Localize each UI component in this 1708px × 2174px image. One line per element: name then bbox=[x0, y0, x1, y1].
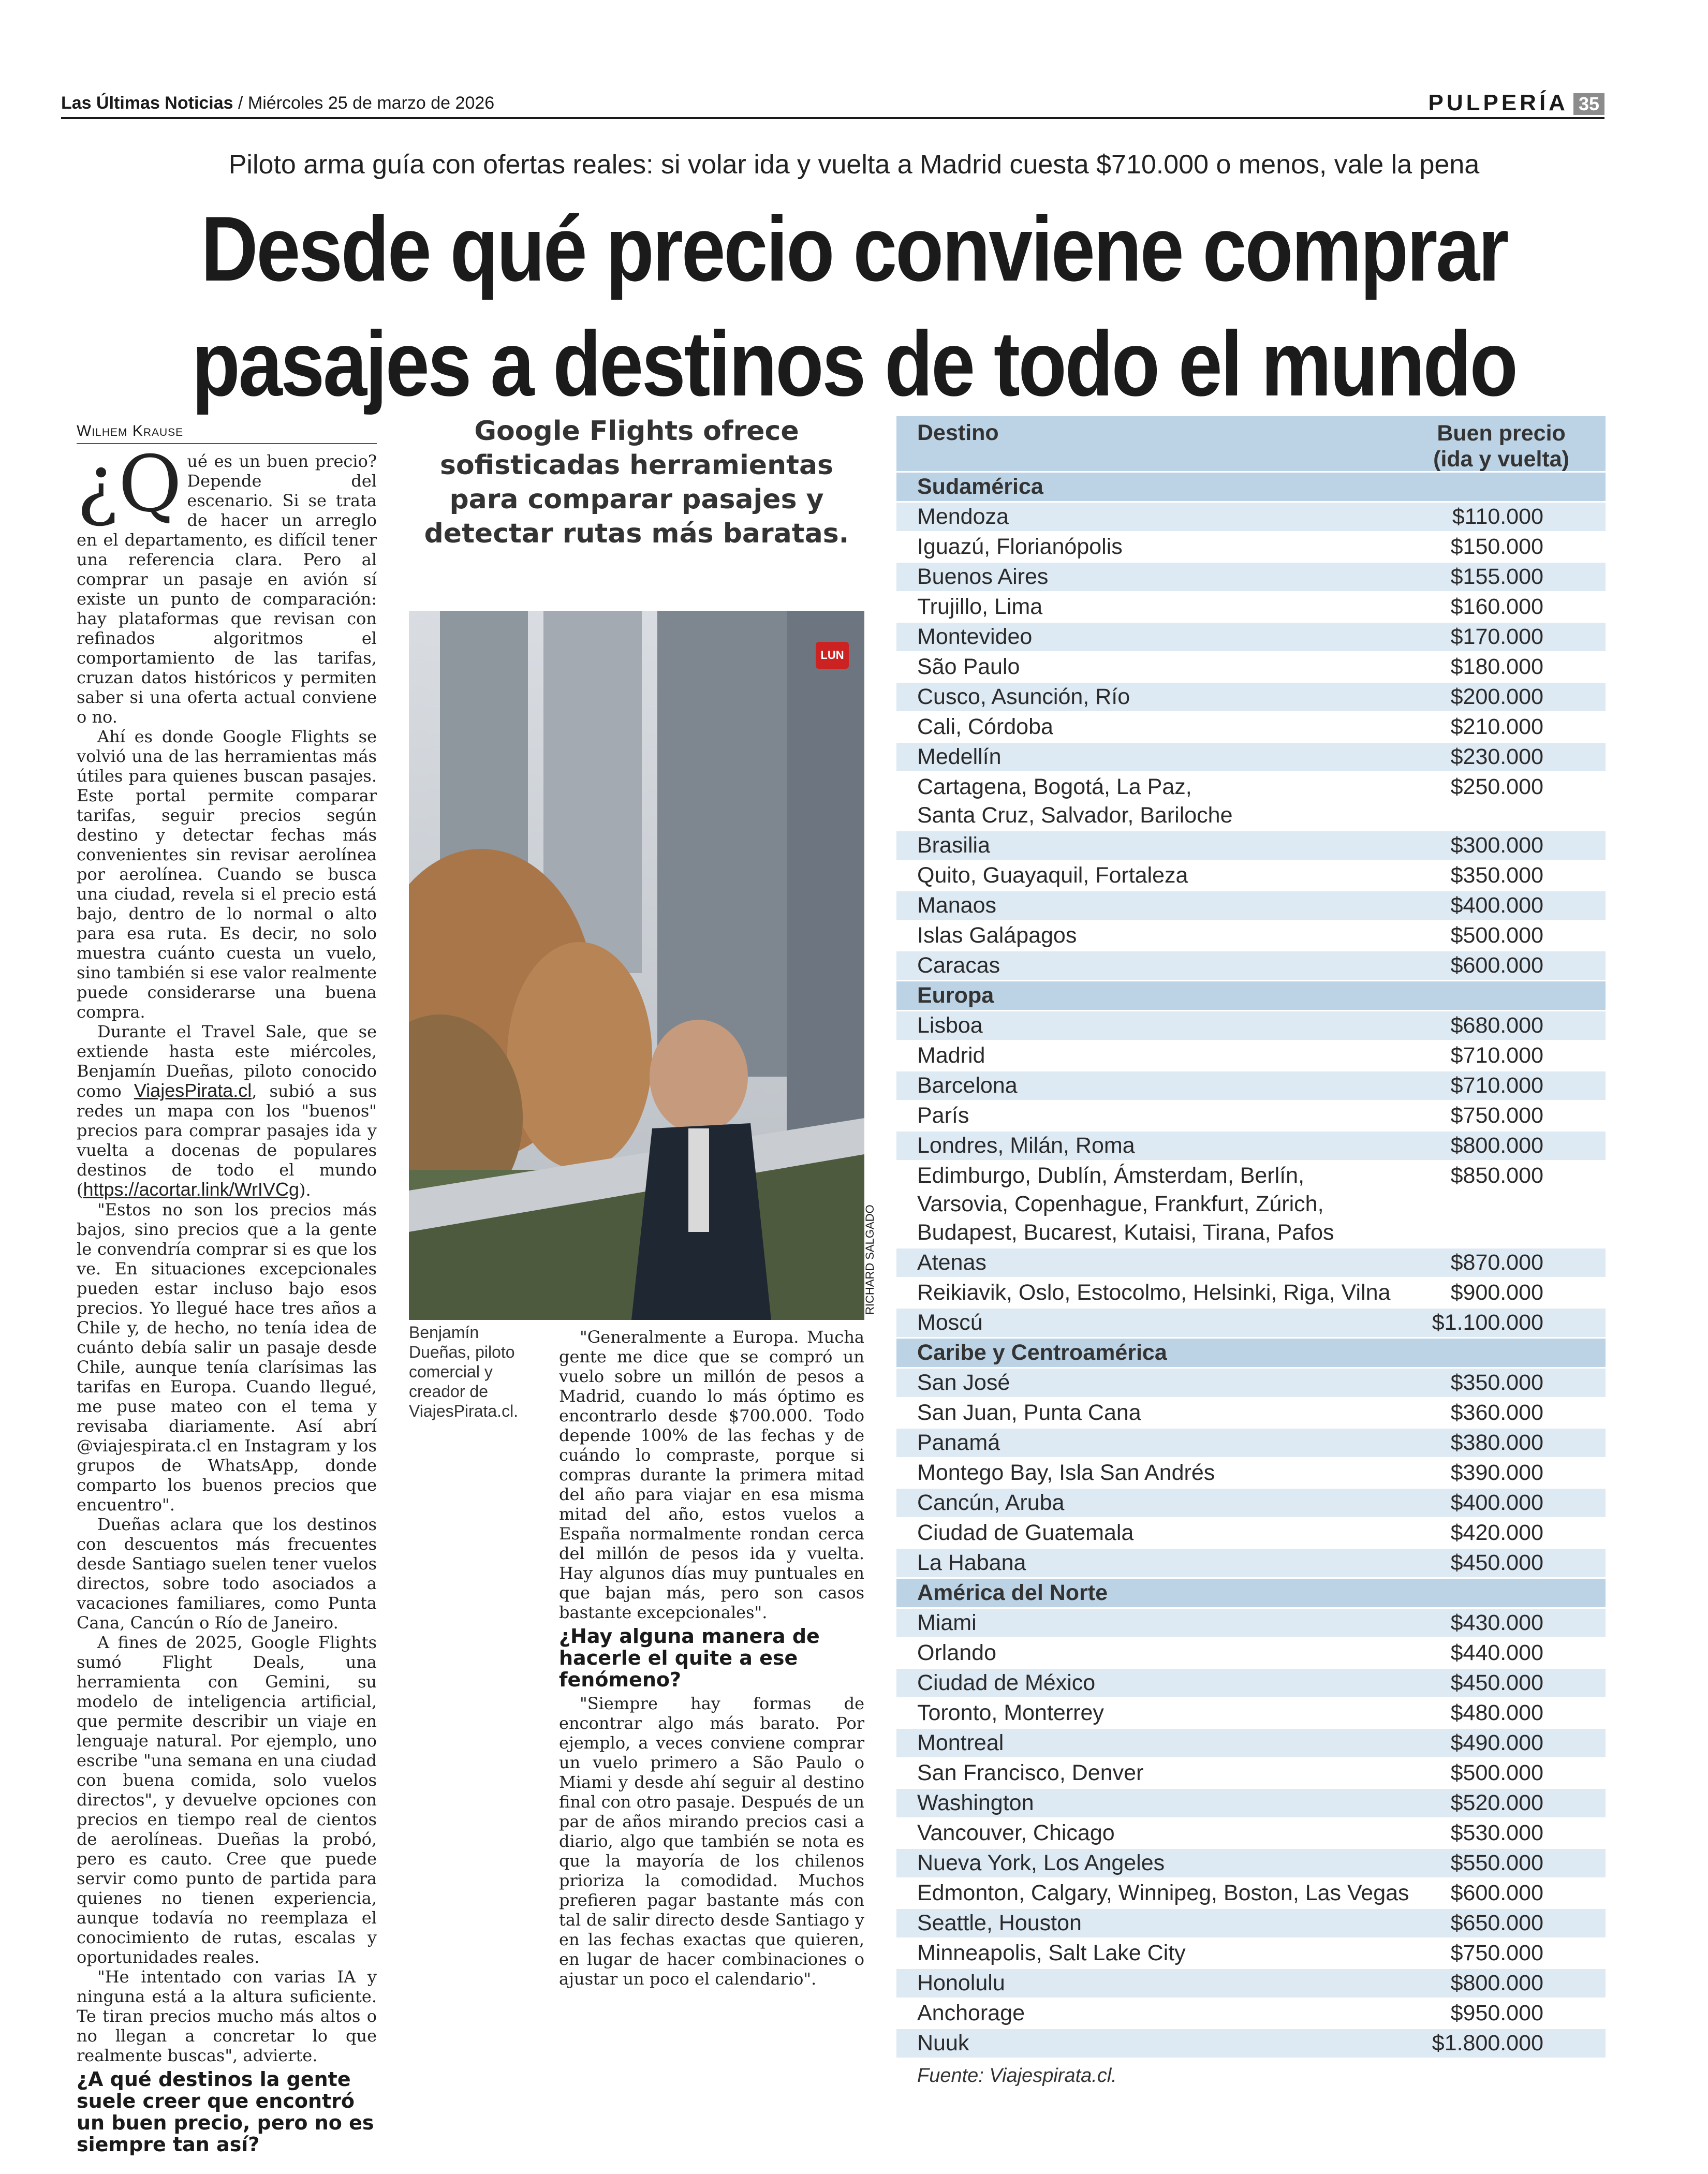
table-row bbox=[896, 1130, 1606, 1160]
destination-cell: San José bbox=[917, 1370, 1010, 1395]
kicker: Piloto arma guía con ofertas reales: si volar ida y vuelta a Madrid cuesta $710.000 o menos, vale la pena bbox=[228, 150, 1480, 180]
table-row bbox=[896, 531, 1606, 561]
destination-cell: Islas Galápagos bbox=[917, 923, 1077, 948]
price-cell: $600.000 bbox=[1450, 1881, 1543, 1905]
table-row bbox=[896, 2028, 1606, 2058]
price-cell: $180.000 bbox=[1450, 654, 1543, 679]
destination-cell: Moscú bbox=[917, 1310, 983, 1335]
price-cell: $155.000 bbox=[1450, 564, 1543, 589]
destination-cell: Barcelona bbox=[917, 1073, 1018, 1098]
table-row bbox=[896, 591, 1606, 621]
paragraph-3-a: Durante el Travel Sale, que se extiende hasta este miércoles, Benjamín Dueñas, piloto conocido como bbox=[77, 1022, 377, 1101]
price-cell: $210.000 bbox=[1450, 714, 1543, 739]
question-1: ¿A qué destinos la gente suele creer que encontró un buen precio, pero no es siempre tan así? bbox=[77, 2068, 374, 2156]
paragraph-7: "He intentado con varias IA y ninguna está a la altura suficiente. Te tiran precios mucho más altos o no llegan a concretar lo que realmente buscas", advierte. bbox=[77, 1967, 377, 2065]
lun-badge: LUN bbox=[816, 642, 849, 669]
table-source: Fuente: Viajespirata.cl. bbox=[917, 2065, 1117, 2087]
destination-cell: Vancouver, Chicago bbox=[917, 1820, 1115, 1845]
table-row bbox=[896, 1547, 1606, 1577]
table-row bbox=[896, 1010, 1606, 1040]
photo-credit bbox=[863, 1201, 879, 1315]
price-cell: $900.000 bbox=[1450, 1280, 1543, 1305]
destination-cell: Cartagena, Bogotá, La Paz, Santa Cruz, Salvador, Bariloche bbox=[917, 774, 1233, 828]
destination-cell: Orlando bbox=[917, 1640, 996, 1665]
table-row bbox=[896, 1907, 1606, 1937]
destination-cell: Washington bbox=[917, 1790, 1034, 1815]
table-header bbox=[896, 416, 1606, 471]
portrait-photo bbox=[409, 611, 864, 1320]
price-cell: $520.000 bbox=[1450, 1790, 1543, 1815]
drop-cap: ¿Q bbox=[77, 439, 182, 530]
table-row bbox=[896, 890, 1606, 920]
price-cell: $200.000 bbox=[1450, 684, 1543, 709]
answer-1: "Generalmente a Europa. Mucha gente me dice que se compró un vuelo sobre un millón de pesos a Madrid, cuando lo más óptimo es encontrarlo desde $700.000. Todo depende 100% de las fechas y de cuándo lo compraste, porque si compras durante la primera mitad del año para viajar en esa misma mitad del año, estos vuelos a España normalmente rondan cerca del millón de pesos ida y vuelta. Hay algunos días muy puntuales en que bajan más, pero son casos bastante excepcionales". bbox=[559, 1327, 864, 1622]
viajespirata-link[interactable]: ViajesPirata.cl bbox=[134, 1080, 252, 1101]
price-cell: $850.000 bbox=[1450, 1163, 1543, 1188]
paragraph-2: Ahí es donde Google Flights se volvió una de las herramientas más útiles para quienes buscan pasajes. Este portal permite comparar tarifas, seguir precios según destino y detectar fechas más convenientes sin revisar aerolínea por aerolínea. Cuando se busca una ciudad, revela si el precio está bajo, dentro de lo normal o alto para esa ruta. Es decir, no solo muestra cuánto cuesta un vuelo, sino también si ese valor realmente puede considerarse una buena compra. bbox=[77, 727, 377, 1022]
section-header: Caribe y Centroamérica bbox=[896, 1337, 1606, 1367]
table-row bbox=[896, 1997, 1606, 2028]
price-cell: $710.000 bbox=[1450, 1043, 1543, 1068]
table-row bbox=[896, 1307, 1606, 1337]
question-2: ¿Hay alguna manera de hacerle el quite a ese fenómeno? bbox=[559, 1625, 820, 1691]
table-row bbox=[896, 860, 1606, 890]
destination-cell: São Paulo bbox=[917, 654, 1020, 679]
destination-cell: Panamá bbox=[917, 1430, 1000, 1455]
destination-cell: Brasilia bbox=[917, 833, 990, 858]
table-row bbox=[896, 1727, 1606, 1757]
price-table bbox=[896, 416, 1606, 2087]
table-row bbox=[896, 1967, 1606, 1997]
headline-line-2: pasajes a destinos de todo el mundo bbox=[192, 312, 1516, 415]
answer-2: "Siempre hay formas de encontrar algo más barato. Por ejemplo, a veces conviene comprar un vuelo primero a São Paulo o Miami y desde ahí seguir al destino final con otro pasaje. Después de un par de años mirando precios casi a diario, algo que también se nota es que la mayoría de los chilenos prioriza la comodidad. Muchos prefieren pagar bastante más con tal de salir directo desde Santiago y en las fechas exactas que quieren, en lugar de hacer combinaciones o ajustar un poco el calendario". bbox=[559, 1694, 864, 1989]
article-column-1 bbox=[77, 439, 377, 2158]
destination-cell: Medellín bbox=[917, 744, 1002, 769]
paragraph-5: Dueñas aclara que los destinos con descuentos más frecuentes desde Santiago suelen tener vuelos directos, sobre todo asociados a vacaciones familiares, como Punta Cana, Cancún o Río de Janeiro. bbox=[77, 1515, 377, 1633]
table-row bbox=[896, 1817, 1606, 1847]
table-row bbox=[896, 1517, 1606, 1547]
table-row bbox=[896, 771, 1606, 830]
paragraph-4: "Estos no son los precios más bajos, sino precios que a la gente le convendría comprar si es que los ve. En situaciones excepcionales pueden estar incluso bajo esos precios. Yo llegué hace tres años a Chile y, de hecho, no tenía idea de cuánto debía salir un pasaje desde Chile, aunque tenía clarísimas las tarifas en Europa. Cuando llegué, me puse mateo con el tema y revisaba diariamente. Así abrí @viajespirata.cl en Instagram y los grupos de WhatsApp, donde comparto los buenos precios que encuentro". bbox=[77, 1200, 377, 1515]
price-cell: $950.000 bbox=[1450, 2001, 1543, 2025]
destination-cell: Montreal bbox=[917, 1730, 1004, 1755]
destination-cell: Buenos Aires bbox=[917, 564, 1049, 589]
table-row bbox=[896, 651, 1606, 681]
price-cell: $400.000 bbox=[1450, 893, 1543, 918]
destination-cell: San Juan, Punta Cana bbox=[917, 1400, 1141, 1425]
photo-caption: Benjamín Dueñas, piloto comercial y creador de ViajesPirata.cl. bbox=[409, 1323, 519, 1420]
table-row bbox=[896, 1277, 1606, 1307]
table-row bbox=[896, 561, 1606, 591]
price-cell: $550.000 bbox=[1450, 1850, 1543, 1875]
table-row bbox=[896, 1160, 1606, 1247]
price-cell: $870.000 bbox=[1450, 1250, 1543, 1275]
table-row bbox=[896, 1937, 1606, 1967]
newspaper-name: Las Últimas Noticias bbox=[61, 93, 233, 113]
price-cell: $250.000 bbox=[1450, 774, 1543, 799]
destination-cell: Cusco, Asunción, Río bbox=[917, 684, 1130, 709]
price-cell: $800.000 bbox=[1450, 1133, 1543, 1158]
paragraph-3-c: ). bbox=[299, 1180, 311, 1200]
destination-cell: Londres, Milán, Roma bbox=[917, 1133, 1135, 1158]
page-number: 35 bbox=[1573, 93, 1604, 115]
section-header: Europa bbox=[896, 980, 1606, 1010]
destination-cell: Honolulu bbox=[917, 1971, 1005, 1995]
table-row bbox=[896, 1847, 1606, 1877]
destination-cell: San Francisco, Denver bbox=[917, 1760, 1144, 1785]
price-cell: $710.000 bbox=[1450, 1073, 1543, 1098]
destination-cell: Anchorage bbox=[917, 2001, 1025, 2025]
table-row bbox=[896, 1487, 1606, 1517]
destination-cell: Quito, Guayaquil, Fortaleza bbox=[917, 863, 1188, 888]
masthead bbox=[61, 90, 1604, 119]
price-cell: $450.000 bbox=[1450, 1670, 1543, 1695]
table-row bbox=[896, 1637, 1606, 1667]
table-row bbox=[896, 830, 1606, 860]
paragraph-3 bbox=[77, 1022, 377, 1200]
table-row bbox=[896, 1397, 1606, 1427]
article-column-2 bbox=[559, 1327, 864, 1989]
price-cell: $360.000 bbox=[1450, 1400, 1543, 1425]
destination-cell: Reikiavik, Oslo, Estocolmo, Helsinki, Riga, Vilna bbox=[917, 1280, 1391, 1305]
price-cell: $500.000 bbox=[1450, 1760, 1543, 1785]
destination-cell: Ciudad de Guatemala bbox=[917, 1520, 1134, 1545]
destination-cell: Nuuk bbox=[917, 2031, 969, 2055]
price-cell: $440.000 bbox=[1450, 1640, 1543, 1665]
table-row bbox=[896, 1757, 1606, 1787]
destination-cell: La Habana bbox=[917, 1550, 1026, 1575]
paragraph-1-text: ué es un buen precio? Depende del escenario. Si se trata de hacer un arreglo en el departamento, es difícil tener una referencia clara. Pero al comprar un pasaje en avión sí existe un punto de comparación: hay plataformas que revisan con refinados algoritmos el comportamiento de las tarifas, cruzan datos históricos y permiten saber si una oferta actual conviene o no. bbox=[77, 451, 377, 727]
table-row bbox=[896, 950, 1606, 980]
section-name: PULPERÍA bbox=[1428, 90, 1568, 115]
header-price: Buen precio (ida y vuelta) bbox=[1433, 421, 1569, 472]
table-row bbox=[896, 1100, 1606, 1130]
table-row bbox=[896, 1070, 1606, 1100]
pull-quote: Google Flights ofrece sofisticadas herramientas para comparar pasajes y detectar rutas más baratas. bbox=[424, 416, 849, 549]
header-destination: Destino bbox=[917, 420, 999, 445]
price-cell: $400.000 bbox=[1450, 1490, 1543, 1515]
price-cell: $430.000 bbox=[1450, 1610, 1543, 1635]
price-cell: $1.800.000 bbox=[1432, 2031, 1543, 2055]
table-row bbox=[896, 1457, 1606, 1487]
destination-cell: Madrid bbox=[917, 1043, 985, 1068]
byline: Wilhem Krause bbox=[77, 422, 377, 444]
price-cell: $750.000 bbox=[1450, 1941, 1543, 1965]
short-url-link[interactable]: https://acortar.link/WrIVCg bbox=[83, 1179, 299, 1200]
price-cell: $420.000 bbox=[1450, 1520, 1543, 1545]
price-cell: $500.000 bbox=[1450, 923, 1543, 948]
table-row bbox=[896, 1697, 1606, 1727]
destination-cell: Minneapolis, Salt Lake City bbox=[917, 1941, 1186, 1965]
destination-cell: Lisboa bbox=[917, 1013, 983, 1038]
price-cell: $170.000 bbox=[1450, 624, 1543, 649]
price-cell: $530.000 bbox=[1450, 1820, 1543, 1845]
price-cell: $300.000 bbox=[1450, 833, 1543, 858]
paragraph-3-b: , subió a sus redes un mapa con los "buenos" precios para comprar pasajes ida y vuelta a docenas de populares destinos de todo el mundo ( bbox=[77, 1081, 377, 1200]
photo-credit-text: RICHARD SALGADO bbox=[863, 1204, 876, 1315]
destination-cell: Toronto, Monterrey bbox=[917, 1700, 1104, 1725]
price-cell: $390.000 bbox=[1450, 1460, 1543, 1485]
table-row bbox=[896, 1787, 1606, 1817]
price-cell: $680.000 bbox=[1450, 1013, 1543, 1038]
destination-cell: Iguazú, Florianópolis bbox=[917, 534, 1123, 559]
price-cell: $350.000 bbox=[1450, 1370, 1543, 1395]
table-row bbox=[896, 1367, 1606, 1397]
destination-cell: Miami bbox=[917, 1610, 977, 1635]
destination-cell: Montevideo bbox=[917, 624, 1033, 649]
destination-cell: París bbox=[917, 1103, 969, 1128]
destination-cell: Cali, Córdoba bbox=[917, 714, 1053, 739]
photo-illustration bbox=[409, 611, 864, 1320]
destination-cell: Caracas bbox=[917, 953, 1000, 978]
table-row bbox=[896, 681, 1606, 711]
price-cell: $480.000 bbox=[1450, 1700, 1543, 1725]
paragraph-1 bbox=[77, 439, 377, 727]
destination-cell: Cancún, Aruba bbox=[917, 1490, 1065, 1515]
destination-cell: Montego Bay, Isla San Andrés bbox=[917, 1460, 1215, 1485]
price-cell: $1.100.000 bbox=[1432, 1310, 1543, 1335]
price-cell: $800.000 bbox=[1450, 1971, 1543, 1995]
section-label bbox=[1428, 90, 1604, 116]
price-cell: $650.000 bbox=[1450, 1911, 1543, 1935]
price-cell: $160.000 bbox=[1450, 594, 1543, 619]
table-row bbox=[896, 621, 1606, 651]
table-row bbox=[896, 1667, 1606, 1697]
headline bbox=[120, 192, 1588, 421]
destination-cell: Edimburgo, Dublín, Ámsterdam, Berlín, Varsovia, Copenhague, Frankfurt, Zúrich, Budapest, Bucarest, Kutaisi, Tirana, Pafos bbox=[917, 1163, 1334, 1245]
price-cell: $230.000 bbox=[1450, 744, 1543, 769]
table-row bbox=[896, 741, 1606, 771]
destination-cell: Nueva York, Los Angeles bbox=[917, 1850, 1165, 1875]
table-row bbox=[896, 1247, 1606, 1277]
destination-cell: Manaos bbox=[917, 893, 996, 918]
price-cell: $750.000 bbox=[1450, 1103, 1543, 1128]
destination-cell: Trujillo, Lima bbox=[917, 594, 1043, 619]
masthead-left: Las Últimas Noticias / Miércoles 25 de marzo de 2026 bbox=[61, 93, 495, 113]
table-row bbox=[896, 711, 1606, 741]
table-row bbox=[896, 1607, 1606, 1637]
price-cell: $110.000 bbox=[1452, 504, 1543, 529]
table-row bbox=[896, 1427, 1606, 1457]
price-cell: $380.000 bbox=[1450, 1430, 1543, 1455]
table-row bbox=[896, 1040, 1606, 1070]
paragraph-6: A fines de 2025, Google Flights sumó Flight Deals, una herramienta con Gemini, su modelo de inteligencia artificial, que permite describir un viaje en lenguaje natural. Por ejemplo, uno escribe "una semana en una ciudad con buena comida, solo vuelos directos", y devuelve opciones con precios en tiempo real de cientos de aerolíneas. Dueñas la probó, pero es cauto. Cree que puede servir como punto de partida para quienes no tienen experiencia, aunque todavía no reemplaza el conocimiento de rutas, escalas y oportunidades reales. bbox=[77, 1633, 377, 1967]
destination-cell: Mendoza bbox=[917, 504, 1009, 529]
table-row bbox=[896, 501, 1606, 531]
table-body bbox=[896, 471, 1606, 2058]
table-row bbox=[896, 920, 1606, 950]
destination-cell: Seattle, Houston bbox=[917, 1911, 1082, 1935]
price-cell: $600.000 bbox=[1450, 953, 1543, 978]
table-row bbox=[896, 1877, 1606, 1907]
price-cell: $450.000 bbox=[1450, 1550, 1543, 1575]
headline-line-1: Desde qué precio conviene comprar bbox=[201, 197, 1507, 300]
section-header: América del Norte bbox=[896, 1577, 1606, 1607]
price-cell: $490.000 bbox=[1450, 1730, 1543, 1755]
price-cell: $350.000 bbox=[1450, 863, 1543, 888]
issue-date: Miércoles 25 de marzo de 2026 bbox=[247, 93, 495, 113]
destination-cell: Atenas bbox=[917, 1250, 986, 1275]
section-header: Sudamérica bbox=[896, 471, 1606, 501]
price-cell: $150.000 bbox=[1450, 534, 1543, 559]
destination-cell: Edmonton, Calgary, Winnipeg, Boston, Las Vegas bbox=[917, 1881, 1409, 1905]
destination-cell: Ciudad de México bbox=[917, 1670, 1096, 1695]
